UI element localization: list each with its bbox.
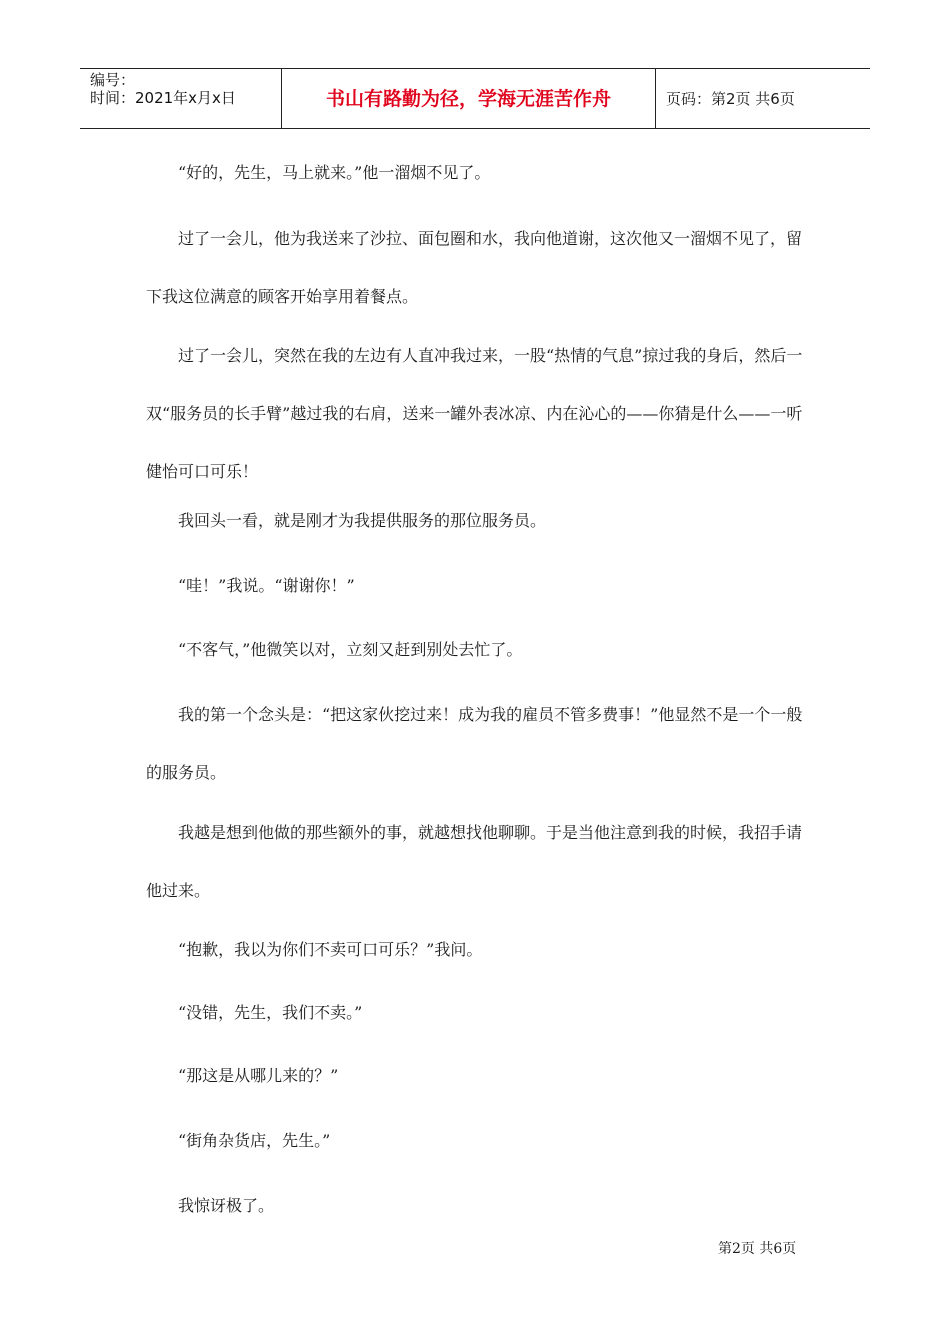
header-motto: 书山有路勤为径，学海无涯苦作舟 [325,88,611,110]
document-number-label: 编号： [90,71,136,89]
body-paragraph: “好的，先生，马上就来。”他一溜烟不见了。 [178,163,491,182]
body-paragraph: 过了一会儿，突然在我的左边有人直冲我过来，一股“热情的气息”掠过我的身后，然后一双“服务员的长手臂”越过我的右肩，送来一罐外表冰凉、内在沁心的——你猜是什么——一听健怡可口可乐！ [146,346,803,481]
body-paragraph: “那这是从哪儿来的？” [178,1066,339,1085]
body-paragraph: 我的第一个念头是：“把这家伙挖过来！成为我的雇员不管多费事！”他显然不是一个一般的服务员。 [146,705,803,782]
document-date: 时间：2021年x月x日 [90,89,236,107]
header-page-code: 页码：第2页 共6页 [666,90,795,108]
header-motto-cell [282,69,656,128]
body-paragraph: “街角杂货店，先生。” [178,1131,331,1150]
page-header [80,68,870,129]
page-footer: 第2页 共6页 [718,1241,797,1257]
body-paragraph: “不客气，”他微笑以对，立刻又赶到别处去忙了。 [178,640,523,659]
body-paragraph: 我越是想到他做的那些额外的事，就越想找他聊聊。于是当他注意到我的时候，我招手请他过来。 [146,823,803,900]
body-paragraph: “没错，先生，我们不卖。” [178,1003,363,1022]
body-paragraph: 过了一会儿，他为我送来了沙拉、面包圈和水，我向他道谢，这次他又一溜烟不见了，留下我这位满意的顾客开始享用着餐点。 [146,229,803,306]
header-meta-cell [80,69,282,128]
body-paragraph: “抱歉，我以为你们不卖可口可乐？”我问。 [178,940,483,959]
body-paragraph: 我惊讶极了。 [178,1196,275,1215]
body-paragraph: “哇！”我说。“谢谢你！” [178,576,355,595]
body-paragraph: 我回头一看，就是刚才为我提供服务的那位服务员。 [178,511,547,530]
header-page-cell [656,69,870,128]
